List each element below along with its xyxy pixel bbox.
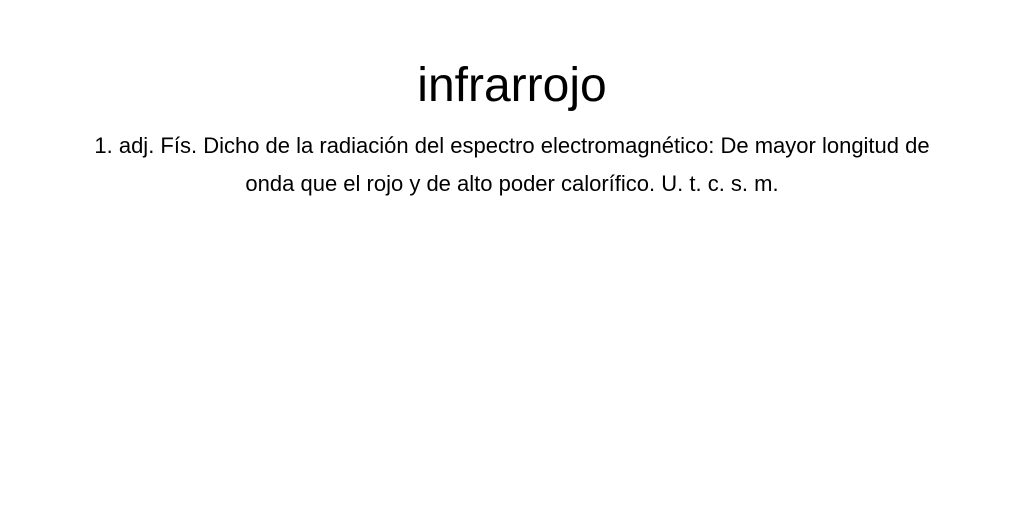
entry-headword: infrarrojo [417, 59, 607, 112]
entry-definition: 1. adj. Fís. Dicho de la radiación del espectro electromagnético: De mayor longitud de onda que el rojo y de alto poder calorífico. U. t. c. s. m. [94, 133, 930, 196]
